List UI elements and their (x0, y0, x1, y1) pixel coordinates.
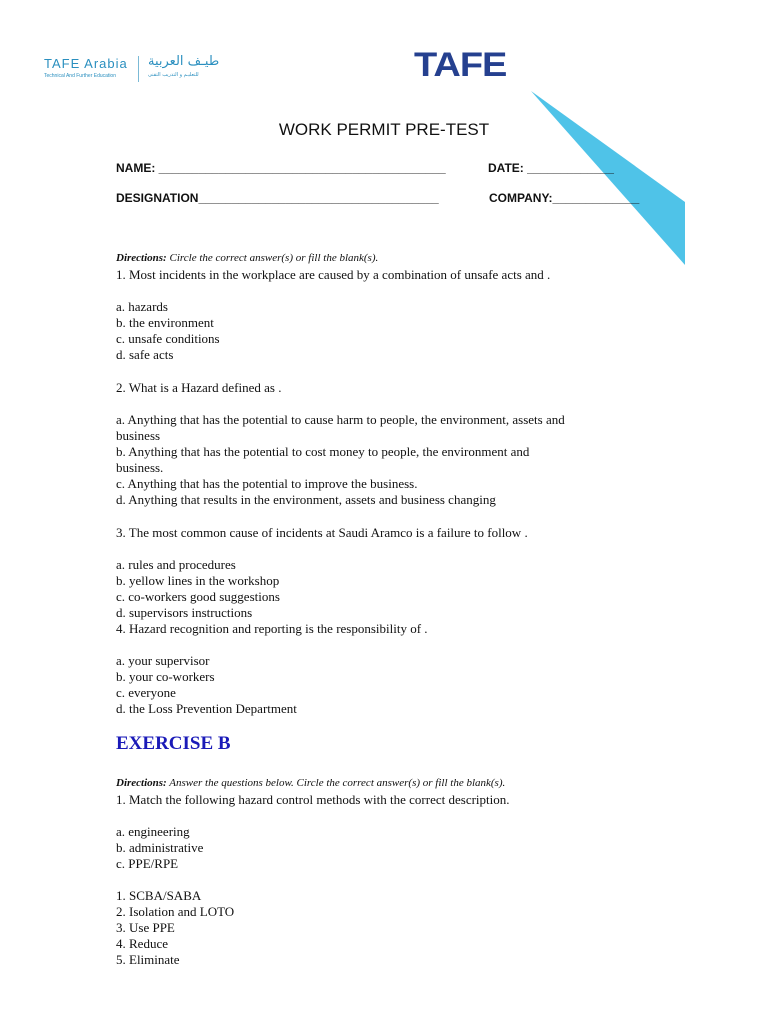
q3-option: d. supervisors instructions (116, 605, 253, 620)
q2-option-cont: business (116, 428, 161, 443)
q4-option: d. the Loss Prevention Department (116, 701, 297, 716)
method-item: b. administrative (116, 840, 204, 855)
directions-text: Circle the correct answer(s) or fill the blank(s). (166, 252, 379, 264)
q2-option: c. Anything that has the potential to improve the business. (116, 476, 418, 491)
exercise-b-heading: EXERCISE B (116, 733, 231, 754)
method-item: c. PPE/RPE (116, 856, 179, 871)
method-item: a. engineering (116, 824, 190, 839)
tafe-arabia-logo (44, 54, 220, 79)
q4-option: a. your supervisor (116, 653, 210, 668)
question-3: 3. The most common cause of incidents at Saudi Aramco is a failure to follow . (116, 525, 528, 540)
logo-arabic-text: طيـف العربية (148, 54, 220, 69)
date-field: DATE: _____________ (488, 161, 614, 175)
q1-option: a. hazards (116, 299, 168, 314)
q1-option: c. unsafe conditions (116, 331, 220, 346)
exercise-b-question-1: 1. Match the following hazard control methods with the correct description. (116, 792, 510, 807)
logo-divider (138, 56, 139, 82)
directions-b (116, 777, 505, 789)
q2-option: a. Anything that has the potential to cause harm to people, the environment, assets and (116, 412, 565, 427)
q3-option: b. yellow lines in the workshop (116, 573, 280, 588)
q3-option: c. co-workers good suggestions (116, 589, 280, 604)
q3-option: a. rules and procedures (116, 557, 236, 572)
question-2: 2. What is a Hazard defined as . (116, 380, 282, 395)
company-field: COMPANY:_____________ (489, 191, 640, 205)
q2-option-cont: business. (116, 460, 164, 475)
tafe-logo: TAFE (414, 46, 507, 84)
q4-option: b. your co-workers (116, 669, 215, 684)
q4-option: c. everyone (116, 685, 176, 700)
q1-option: b. the environment (116, 315, 214, 330)
q2-option: b. Anything that has the potential to cost money to people, the environment and (116, 444, 530, 459)
logo-arabic-sub-text: للتعليـم و التدريب التقنى (148, 72, 199, 78)
description-item: 3. Use PPE (116, 920, 175, 935)
q2-option: d. Anything that results in the environment, assets and business changing (116, 492, 496, 507)
page-title: WORK PERMIT PRE-TEST (278, 120, 490, 139)
description-item: 4. Reduce (116, 936, 168, 951)
directions-a (116, 252, 378, 264)
question-1: 1. Most incidents in the workplace are caused by a combination of unsafe acts and . (116, 267, 551, 282)
question-4: 4. Hazard recognition and reporting is the responsibility of . (116, 621, 428, 636)
logo-brand-text: TAFE Arabia (44, 56, 128, 71)
q1-option: d. safe acts (116, 347, 174, 362)
directions-text: Answer the questions below. Circle the correct answer(s) or fill the blank(s). (166, 777, 506, 789)
description-item: 5. Eliminate (116, 952, 180, 967)
directions-label: Directions: (116, 252, 167, 264)
directions-label: Directions: (116, 777, 167, 789)
designation-field: DESIGNATION____________________________________ (116, 191, 439, 205)
logo-sub-text: Technical And Further Education (44, 73, 116, 79)
name-field: NAME: ___________________________________________ (116, 161, 446, 175)
description-item: 2. Isolation and LOTO (116, 904, 235, 919)
description-item: 1. SCBA/SABA (116, 888, 202, 903)
